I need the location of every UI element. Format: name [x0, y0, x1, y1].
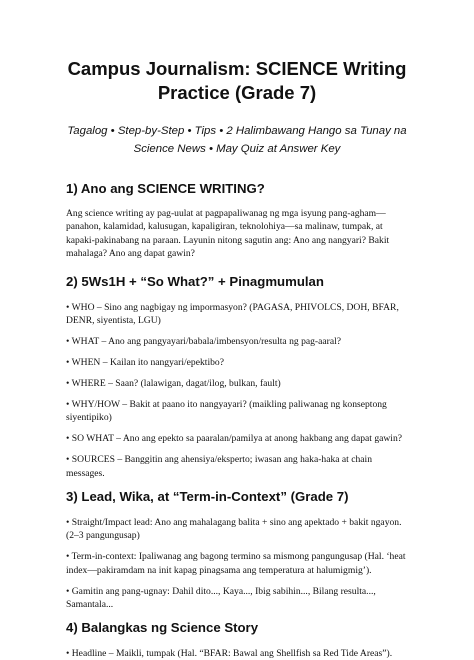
list-item: • Straight/Impact lead: Ano ang mahalagang balita + sino ang apektado + bakit ngayon. (2–3 pangungusap) — [66, 516, 402, 542]
list-item: • SOURCES – Banggitin ang ahensiya/eksperto; iwasan ang haka-haka at chain messages. — [66, 454, 373, 479]
list-item: • WHAT – Ano ang pangyayari/babala/imbensyon/resulta ng pag-aaral? — [66, 336, 342, 348]
bullet-list — [66, 647, 408, 660]
section-heading: 4) Balangkas ng Science Story — [66, 620, 259, 636]
section-paragraph: Ang science writing ay pag-uulat at pagpapaliwanag ng mga isyung pang-agham—panahon, kalamidad, kalusugan, kapaligiran, teknolohiya—sa malinaw, tumpak, at kapaki-pakinabang na paraan. Layunin nitong sagutin ang: Ano ang nangyari? Bakit mahalaga? Ano ang dapat gawin? — [66, 208, 390, 260]
bullet-list — [66, 516, 408, 612]
document-title: Campus Journalism: SCIENCE Writing Practice (Grade 7) — [67, 58, 407, 103]
list-item: • WHY/HOW – Bakit at paano ito nangyayari? (maikling paliwanag ng konseptong siyentipiko) — [66, 399, 387, 424]
list-item: • Term-in-context: Ipaliwanag ang bagong termino sa mismong pangungusap (Hal. ‘heat index—pakiramdam na init kapag pinagsama ang temperatura at halumigmig’). — [66, 551, 406, 576]
document-subtitle: Tagalog • Step-by-Step • Tips • 2 Halimbawang Hango sa Tunay na Science News • May Quiz at Answer Key — [67, 125, 407, 155]
bullet-list — [66, 301, 408, 481]
list-item: • Headline – Maikli, tumpak (Hal. “BFAR: Bawal ang Shellfish sa Red Tide Areas”). — [66, 648, 393, 660]
list-item: • WHERE – Saan? (lalawigan, dagat/ilog, bulkan, fault) — [66, 378, 281, 390]
list-item: • SO WHAT – Ano ang epekto sa paaralan/pamilya at anong hakbang ang dapat gawin? — [66, 433, 403, 445]
section-what-is-science-writing — [66, 180, 408, 261]
list-item: • Gamitin ang pang-ugnay: Dahil dito..., Kaya..., Ibig sabihin..., Bilang resulta..., Samantala... — [66, 585, 376, 611]
section-lead-language — [66, 488, 408, 612]
list-item: • WHEN – Kailan ito nangyari/epektibo? — [66, 357, 224, 369]
section-heading: 1) Ano ang SCIENCE WRITING? — [66, 181, 265, 196]
list-item: • WHO – Sino ang nagbigay ng impormasyon? (PAGASA, PHIVOLCS, DOH, BFAR, DENR, siyentista, LGU) — [66, 301, 399, 327]
section-heading: 3) Lead, Wika, at “Term-in-Context” (Grade 7) — [66, 488, 349, 504]
section-story-outline — [66, 619, 408, 660]
section-5ws1h — [66, 273, 408, 481]
section-heading: 2) 5Ws1H + “So What?” + Pinagmumulan — [66, 273, 324, 289]
